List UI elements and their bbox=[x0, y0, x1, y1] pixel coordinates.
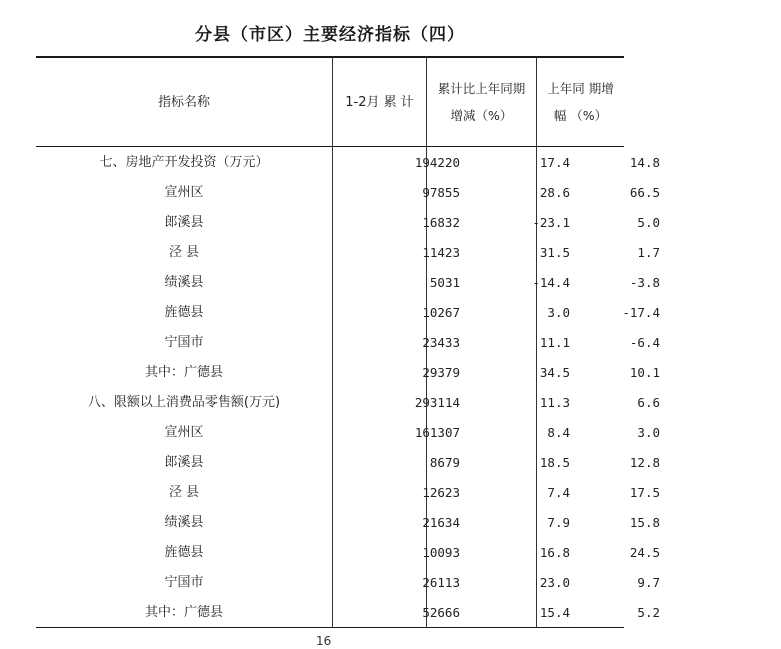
cumulative-value-cell: 26113 bbox=[422, 575, 460, 590]
table-row bbox=[36, 148, 660, 178]
yoy-change-cell: 31.5 bbox=[539, 245, 570, 260]
table-row bbox=[36, 478, 660, 508]
yoy-change-cell: 8.4 bbox=[547, 425, 570, 440]
yoy-change-cell: 28.6 bbox=[539, 185, 570, 200]
indicator-name-cell: 宁国市 bbox=[164, 335, 204, 350]
table-row bbox=[36, 538, 660, 568]
indicator-name-cell: 泾 县 bbox=[168, 245, 200, 260]
indicator-name-cell: 绩溪县 bbox=[164, 515, 204, 530]
table-row bbox=[36, 358, 660, 388]
table-row bbox=[36, 268, 660, 298]
cumulative-value-cell: 8679 bbox=[429, 455, 460, 470]
header-yoy-change bbox=[427, 58, 536, 146]
header-yoy-change-line1: 累计比上年同期 bbox=[437, 81, 526, 96]
prev-year-growth-cell: 6.6 bbox=[637, 395, 660, 410]
table-row bbox=[36, 508, 660, 538]
header-prev-year-growth-line2: 幅 （%） bbox=[553, 108, 608, 123]
header-cumulative-text: 1-2月 累 计 bbox=[345, 94, 414, 110]
yoy-change-cell: 11.3 bbox=[539, 395, 570, 410]
indicator-name-cell: 宣州区 bbox=[164, 425, 204, 440]
header-indicator-name bbox=[36, 58, 332, 146]
table-row bbox=[36, 178, 660, 208]
prev-year-growth-cell: 10.1 bbox=[629, 365, 660, 380]
cumulative-value-cell: 97855 bbox=[422, 185, 460, 200]
table-row bbox=[36, 448, 660, 478]
header-cumulative bbox=[333, 58, 426, 146]
table-row bbox=[36, 388, 660, 418]
prev-year-growth-cell: 9.7 bbox=[637, 575, 660, 590]
prev-year-growth-cell: 5.2 bbox=[637, 605, 660, 620]
cumulative-value-cell: 23433 bbox=[422, 335, 460, 350]
cumulative-value-cell: 29379 bbox=[422, 365, 460, 380]
cumulative-value-cell: 10267 bbox=[422, 305, 460, 320]
cumulative-value-cell: 16832 bbox=[422, 215, 460, 230]
yoy-change-cell: 23.0 bbox=[539, 575, 570, 590]
indicator-name-cell: 其中：广德县 bbox=[144, 605, 223, 620]
cumulative-value-cell: 52666 bbox=[422, 605, 460, 620]
yoy-change-cell: 11.1 bbox=[539, 335, 570, 350]
document-title: 分县（市区）主要经济指标（四） bbox=[195, 25, 465, 45]
table-row bbox=[36, 208, 660, 238]
prev-year-growth-cell: 1.7 bbox=[637, 245, 660, 260]
yoy-change-cell: -14.4 bbox=[532, 275, 570, 290]
cumulative-value-cell: 12623 bbox=[422, 485, 460, 500]
prev-year-growth-cell: 24.5 bbox=[629, 545, 660, 560]
indicator-name-cell: 郎溪县 bbox=[164, 215, 204, 230]
prev-year-growth-cell: 5.0 bbox=[637, 215, 660, 230]
indicator-name-cell: 旌德县 bbox=[164, 305, 204, 320]
indicator-name-cell: 宣州区 bbox=[164, 185, 204, 200]
indicator-name-cell: 其中：广德县 bbox=[144, 365, 223, 380]
prev-year-growth-cell: 15.8 bbox=[629, 515, 660, 530]
indicator-name-cell: 绩溪县 bbox=[164, 275, 204, 290]
cumulative-value-cell: 161307 bbox=[414, 425, 460, 440]
prev-year-growth-cell: 66.5 bbox=[629, 185, 660, 200]
header-indicator-name-text: 指标名称 bbox=[157, 94, 210, 110]
prev-year-growth-cell: 3.0 bbox=[637, 425, 660, 440]
cumulative-value-cell: 194220 bbox=[414, 155, 460, 170]
header-prev-year-growth bbox=[537, 58, 624, 146]
header-yoy-change-line2: 增减（%） bbox=[450, 108, 513, 123]
indicator-name-cell: 八、限额以上消费品零售额(万元) bbox=[87, 395, 281, 410]
indicator-name-cell: 泾 县 bbox=[168, 485, 200, 500]
table-row bbox=[36, 598, 660, 628]
indicator-name-cell: 七、房地产开发投资（万元） bbox=[99, 155, 269, 170]
cumulative-value-cell: 21634 bbox=[422, 515, 460, 530]
cumulative-value-cell: 293114 bbox=[414, 395, 460, 410]
yoy-change-cell: 7.4 bbox=[547, 485, 570, 500]
yoy-change-cell: 34.5 bbox=[539, 365, 570, 380]
prev-year-growth-cell: -17.4 bbox=[622, 305, 660, 320]
prev-year-growth-cell: 17.5 bbox=[629, 485, 660, 500]
prev-year-growth-cell: -3.8 bbox=[629, 275, 660, 290]
yoy-change-cell: 18.5 bbox=[539, 455, 570, 470]
yoy-change-cell: 3.0 bbox=[547, 305, 570, 320]
indicator-name-cell: 郎溪县 bbox=[164, 455, 204, 470]
table-row bbox=[36, 418, 660, 448]
yoy-change-cell: 15.4 bbox=[539, 605, 570, 620]
yoy-change-cell: 17.4 bbox=[539, 155, 570, 170]
table-row bbox=[36, 568, 660, 598]
prev-year-growth-cell: 12.8 bbox=[629, 455, 660, 470]
prev-year-growth-cell: 14.8 bbox=[629, 155, 660, 170]
table-row bbox=[36, 238, 660, 268]
yoy-change-cell: 16.8 bbox=[539, 545, 570, 560]
cumulative-value-cell: 10093 bbox=[422, 545, 460, 560]
indicator-name-cell: 旌德县 bbox=[164, 545, 204, 560]
cumulative-value-cell: 5031 bbox=[429, 275, 460, 290]
table-row bbox=[36, 328, 660, 358]
header-prev-year-growth-line1: 上年同 期增 bbox=[547, 81, 614, 96]
cumulative-value-cell: 11423 bbox=[422, 245, 460, 260]
yoy-change-cell: 7.9 bbox=[547, 515, 570, 530]
indicator-name-cell: 宁国市 bbox=[164, 575, 204, 590]
table-row bbox=[36, 298, 660, 328]
page-number: 16 bbox=[316, 634, 332, 648]
yoy-change-cell: -23.1 bbox=[532, 215, 570, 230]
prev-year-growth-cell: -6.4 bbox=[629, 335, 660, 350]
